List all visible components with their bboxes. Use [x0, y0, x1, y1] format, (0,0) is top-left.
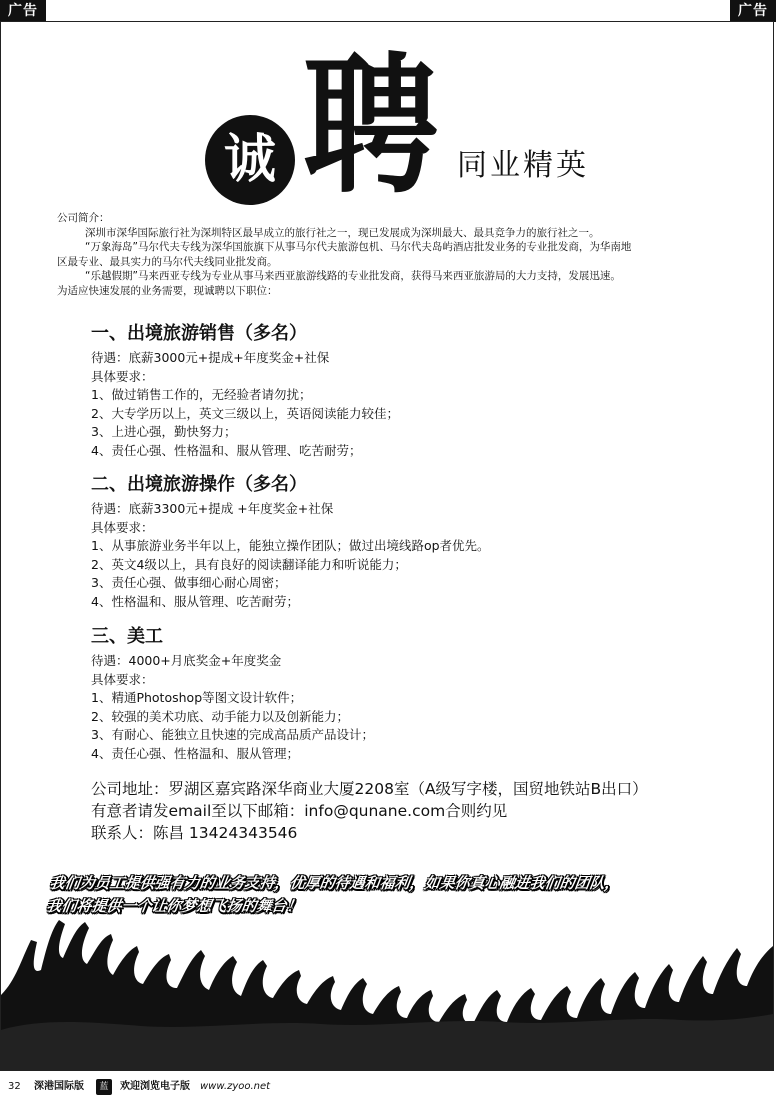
job-req-item: 3、有耐心、能独立且快速的完成高品质产品设计；: [91, 727, 374, 742]
job-req-item: 1、从事旅游业务半年以上，能独立操作团队；做过出境线路op者优先。: [91, 538, 490, 553]
job-req-label: 具体要求：: [91, 671, 154, 687]
job-req-item: 1、精通Photoshop等图文设计软件；: [91, 690, 303, 705]
ad-label-left: 广告: [0, 0, 46, 22]
job-req-item: 2、大专学历以上，英文三级以上，英语阅读能力较佳；: [91, 405, 399, 421]
contact-email[interactable]: 有意者请发email至以下邮箱：info@qunane.com合则约见: [91, 802, 508, 820]
job-req-item: 3、上进心强，勤快努力；: [91, 424, 237, 439]
job-title: 三、美工: [91, 626, 163, 647]
job-req-item: 1、做过销售工作的，无经验者请勿扰；: [91, 387, 312, 402]
job-section-sales: [91, 322, 731, 460]
page-number: 32: [8, 1081, 21, 1092]
job-req-item: 4、性格温和、服从管理、吃苦耐劳；: [91, 593, 299, 609]
job-req-item: 2、英文4级以上，具有良好的阅读翻译能力和听说能力；: [91, 556, 407, 572]
company-intro: [57, 211, 747, 298]
job-title: 一、出境旅游销售（多名）: [91, 323, 307, 344]
contact-person: 联系人：陈昌 13424343546: [91, 824, 298, 842]
slogan-line-2: 我们将提供一个让你梦想飞扬的舞台！: [45, 897, 303, 915]
job-req-item: 4、责任心强、性格温和、服从管理；: [91, 745, 299, 761]
intro-paragraph-4: 为适应快速发展的业务需要，现诚聘以下职位：: [57, 284, 278, 297]
intro-heading: 公司简介：: [57, 212, 110, 224]
job-req-item: 3、责任心强、做事细心耐心周密；: [91, 575, 287, 590]
job-req-item: 4、责任心强、性格温和、服从管理、吃苦耐劳；: [91, 442, 362, 458]
slogan: [45, 872, 751, 918]
big-char: 聘: [303, 40, 439, 214]
job-section-designer: [91, 625, 731, 763]
hero-title: [205, 40, 625, 214]
circle-char: 诚: [205, 115, 295, 205]
job-req-label: 具体要求：: [91, 368, 154, 384]
job-pay: 待遇：底薪3300元+提成 +年度奖金+社保: [91, 501, 334, 516]
edition-name: 深港国际版: [34, 1081, 84, 1092]
intro-paragraph-3: “乐越假期”马来西亚专线为专业从事马来西亚旅游线路的专业批发商，获得马来西亚旅游局的大力支持，发展迅速。: [85, 270, 621, 282]
welcome-text: 欢迎浏览电子版: [120, 1081, 190, 1092]
intro-paragraph-2a: “万象海岛”马尔代夫专线为深华国旅旗下从事马尔代夫旅游包机、马尔代夫岛屿酒店批发业务的专业批发商，为华南地: [85, 241, 632, 253]
company-address: 公司地址：罗湖区嘉宾路深华商业大厦2208室（A级写字楼，国贸地铁站B出口）: [91, 780, 648, 798]
contact-info: [91, 778, 648, 844]
page-footer: [0, 1074, 776, 1100]
job-title: 二、出境旅游操作（多名）: [91, 474, 307, 495]
brand-logo-icon: 蓝: [96, 1079, 112, 1095]
intro-paragraph-2b: 区最专业、最具实力的马尔代夫线同业批发商。: [57, 255, 278, 268]
crowd-silhouette-image: [1, 900, 773, 1070]
slogan-line-1: 我们为员工提供强有力的业务支持，优厚的待遇和福利，如果你真心融进我们的团队，: [48, 874, 621, 892]
job-pay: 待遇：底薪3000元+提成+年度奖金+社保: [91, 350, 330, 365]
job-req-item: 2、较强的美术功底、动手能力以及创新能力；: [91, 708, 349, 724]
job-req-label: 具体要求：: [91, 519, 154, 535]
intro-paragraph-1: 深圳市深华国际旅行社为深圳特区最早成立的旅行社之一，现已发展成为深圳最大、最具竞争力的旅行社之一。: [85, 226, 600, 239]
job-pay: 待遇：4000+月底奖金+年度奖金: [91, 653, 282, 668]
ad-label-right: 广告: [730, 0, 776, 22]
website-link[interactable]: www.zyoo.net: [200, 1081, 271, 1092]
job-section-operation: [91, 473, 731, 611]
hero-subtitle: 同业精英: [457, 148, 589, 183]
